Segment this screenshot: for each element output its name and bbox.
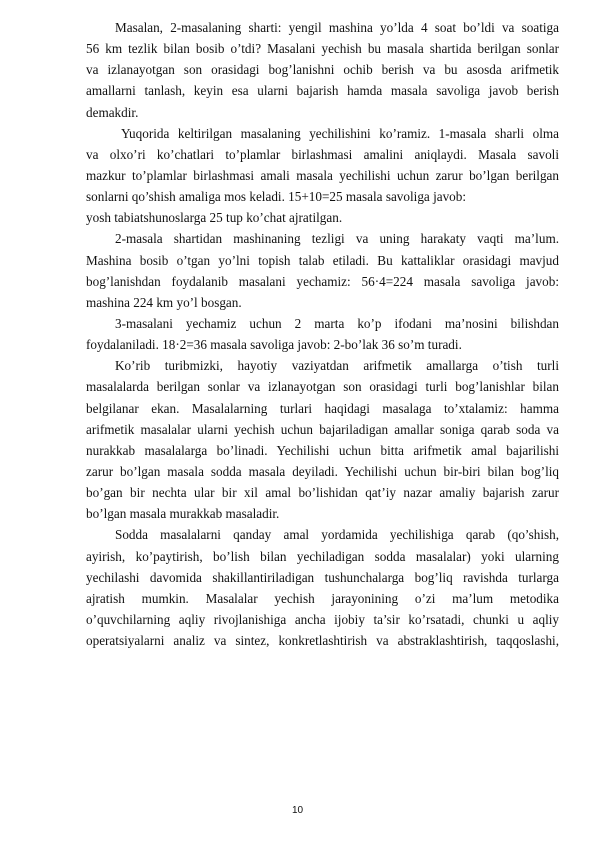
text-line: operatsiyalarni analiz va sintez, konkretlashtirish va abstraklashtirish, taqqoslashi, xyxy=(86,633,559,649)
document-body xyxy=(86,17,559,651)
text-line: Mashina bosib o’tgan yo’lni topish talab etiladi. Bu kattaliklar orasidagi mavjud xyxy=(86,252,559,268)
text-line: zarur bo’lgan masala sodda masala deyiladi. Yechilishi uchun bir-biri bilan bog’liq xyxy=(86,463,559,479)
text-line: ayirish, ko’paytirish, bo’lish bilan yechiladigan sodda masalalar) yoki ularning xyxy=(86,548,559,564)
text-line: Masalan, 2-masalaning sharti: yengil mashina yo’lda 4 soat bo’ldi va soatiga xyxy=(115,20,559,35)
text-line: belgilanar ekan. Masalalarning turlari haqidagi masalaga to’xtalamiz: hamma xyxy=(86,400,559,416)
page-number: 10 xyxy=(291,805,304,816)
text-line: sonlarni qo’shish amaliga mos keladi. 15+10=25 masala savoliga javob: xyxy=(86,189,467,205)
text-line: yechilashi davomida shakillantiriladigan tushunchalarga bog’liq ravishda turlarga xyxy=(86,569,559,585)
text-line: nurakkab masalalarga bo’linadi. Yechilishi uchun bitta arifmetik amal bajarilishi xyxy=(86,442,559,458)
text-line: masalalarda berilgan sonlar va izlanayotgan son orasidagi turli bog’lanishlar bilan xyxy=(86,379,559,395)
text-line: 56 km tezlik bilan bosib o’tdi? Masalani yechish bu masala shartida berilgan sonlar xyxy=(86,41,559,57)
text-line: 3-masalani yechamiz uchun 2 marta ko’p ifodani ma’nosini bilishdan xyxy=(115,315,559,331)
text-line: Ko’rib turibmizki, hayotiy vaziyatdan arifmetik amallarga o’tish turli xyxy=(115,358,559,374)
text-line: mazkur to’plamlar birlashmasi amali masala yechilishi uchun zarur bo’lgan berilgan xyxy=(86,167,559,183)
text-line: 2-masala shartidan mashinaning tezligi va uning harakaty vaqti ma’lum. xyxy=(115,231,559,247)
text-line: mashina 224 km yo’l bosgan. xyxy=(86,294,242,310)
text-line: bog’lanishdan foydalanib masalani yechamiz: 56·4=224 masala savoliga javob: xyxy=(86,273,559,289)
text-line: bo’gan bir nechta ular bir xil amal bo’lishidan qat’iy nazar amaliy bajarish zarur xyxy=(86,485,559,501)
text-line: va olxo’ri ko’chatlari to’plamlar birlashmasi amalini aniqlaydi. Masala savoli xyxy=(86,146,559,162)
text-line: va izlanayotgan son orasidagi bog’lanishni ochib berish va bu asosda arifmetik xyxy=(86,62,559,78)
text-line: Yuqorida keltirilgan masalaning yechilishini ko’ramiz. 1-masala sharli olma xyxy=(121,125,559,141)
text-line: o’quvchilarning aqliy rivojlanishiga ancha ijobiy ta’sir ko’rsatadi, chunki u aqliy xyxy=(86,611,559,627)
text-line: ajratish mumkin. Masalalar yechish jarayonining o’zi ma’lum metodika xyxy=(86,590,559,606)
text-line: arifmetik masalalar ularni yechish uchun bajariladigan amallar soniga qarab soda va xyxy=(86,421,559,437)
text-line: bo’lgan masala murakkab masaladir. xyxy=(86,506,280,522)
text-line: yosh tabiatshunoslarga 25 tup ko’chat ajratilgan. xyxy=(86,210,343,226)
text-line: foydalaniladi. 18·2=36 masala savoliga javob: 2-bo’lak 36 so’m turadi. xyxy=(86,337,462,353)
text-line: amallarni tanlash, keyin esa ularni bajarish hamda masala savoliga javob berish xyxy=(86,83,559,99)
text-line: demakdir. xyxy=(86,104,139,120)
text-line: Sodda masalalarni qanday amal yordamida yechilishiga qarab (qo’shish, xyxy=(115,527,559,543)
